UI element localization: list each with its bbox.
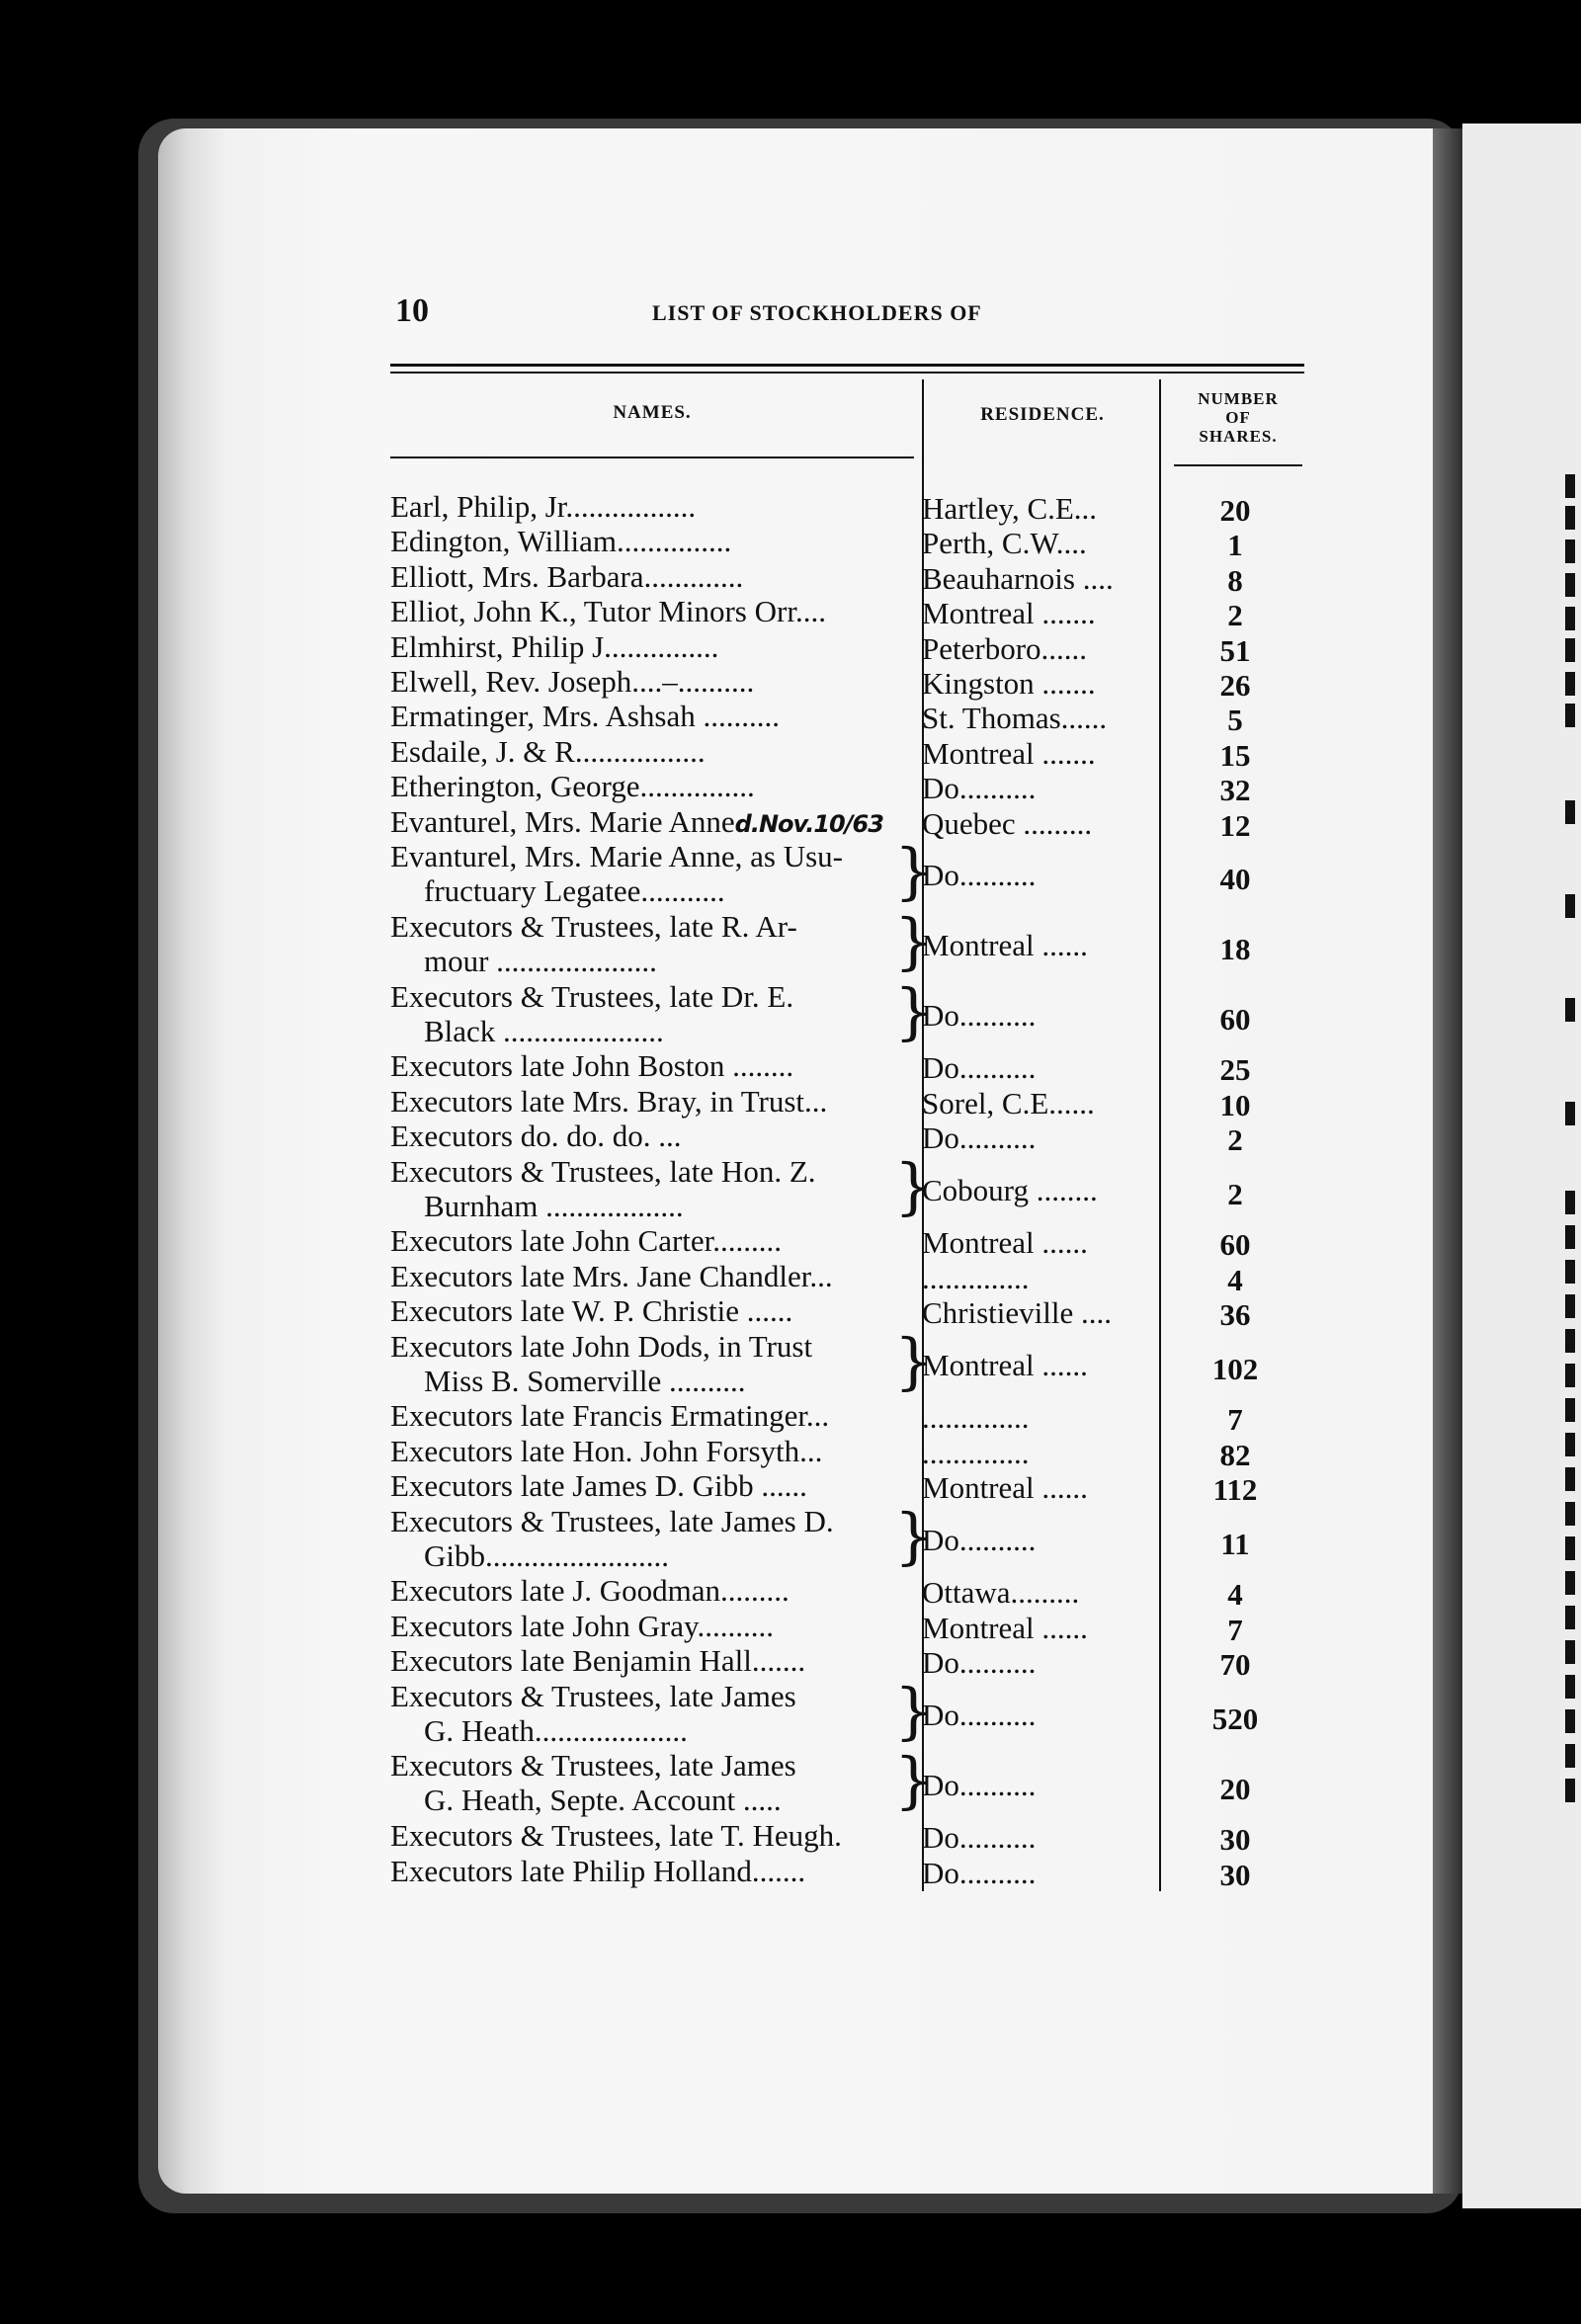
table-row	[390, 1853, 1314, 1892]
shares-cell: 7	[1227, 1612, 1243, 1647]
page-number: 10	[395, 292, 429, 329]
residence-cell: Perth, C.W....	[922, 526, 1087, 561]
table-row	[390, 1293, 1314, 1333]
facing-page-glyph	[1565, 1329, 1575, 1353]
residence-cell: Do..........	[922, 1523, 1037, 1558]
name-line-1: Executors late Hon. John Forsyth...	[390, 1433, 823, 1468]
shares-cell: 25	[1219, 1052, 1251, 1088]
name-line-2: fructuary Legatee...........	[424, 873, 725, 908]
facing-page-glyph	[1565, 1675, 1575, 1699]
name-line-1: Executors late John Boston ........	[390, 1048, 794, 1084]
shares-header-line-3: SHARES.	[1199, 427, 1278, 446]
stockholder-name	[390, 804, 904, 842]
table-row	[390, 769, 1314, 808]
residence-cell: ..............	[922, 1260, 1030, 1295]
residence-cell: Ottawa.........	[922, 1575, 1080, 1611]
facing-page-glyph	[1565, 573, 1575, 597]
table-row	[390, 803, 1314, 843]
table-row	[390, 1119, 1314, 1158]
table-row	[390, 1818, 1314, 1858]
name-line-1: Executors & Trustees, late Hon. Z.	[390, 1153, 816, 1189]
table-row	[390, 1149, 1314, 1224]
residence-cell: Montreal ......	[922, 1348, 1088, 1383]
facing-page-glyph	[1565, 1433, 1575, 1456]
residence-cell: Do..........	[922, 1767, 1037, 1802]
facing-page-glyph	[1565, 1709, 1575, 1733]
name-line-1: Executors late Benjamin Hall.......	[390, 1643, 806, 1679]
stockholder-name	[390, 629, 904, 664]
shares-cell: 60	[1219, 1227, 1251, 1263]
name-line-1: Executors late John Gray..........	[390, 1608, 774, 1643]
name-line-2: Gibb........................	[424, 1537, 669, 1573]
residence-cell: Peterboro......	[922, 630, 1088, 666]
residence-cell: Montreal ......	[922, 928, 1088, 963]
name-line-1: Executors & Trustees, late James D.	[390, 1503, 834, 1538]
table-row	[390, 558, 1314, 598]
name-line-1: Executors late John Carter.........	[390, 1223, 783, 1259]
name-line-1: Executors & Trustees, late James	[390, 1748, 796, 1784]
stockholder-name	[390, 1818, 904, 1853]
facing-page-glyph	[1565, 1191, 1575, 1214]
name-line-2: Black .....................	[424, 1013, 664, 1048]
name-line-1: Elliott, Mrs. Barbara.............	[390, 558, 744, 594]
shares-header-line-1: NUMBER	[1198, 389, 1279, 408]
shares-cell: 30	[1219, 1822, 1251, 1858]
shares-header-underline	[1174, 464, 1302, 466]
running-title: LIST OF STOCKHOLDERS OF	[652, 300, 982, 325]
brace-glyph: }	[894, 904, 934, 977]
stockholder-name	[390, 1084, 904, 1119]
facing-page-glyph	[1565, 1467, 1575, 1491]
shares-cell: 15	[1219, 737, 1251, 773]
book-gutter	[1433, 128, 1462, 2194]
shares-cell: 18	[1219, 932, 1251, 967]
name-line-1: Executors do. do. do. ...	[390, 1119, 682, 1154]
residence-cell: Quebec .........	[922, 805, 1093, 841]
residence-cell: Christieville ....	[922, 1295, 1113, 1331]
name-line-1: Executors late Mrs. Bray, in Trust...	[390, 1083, 828, 1119]
shares-cell: 102	[1211, 1352, 1259, 1387]
table-row	[390, 1468, 1314, 1508]
shares-cell: 51	[1219, 632, 1251, 668]
name-line-1: Evanturel, Mrs. Marie Anne, as Usu-	[390, 839, 844, 873]
stockholder-name	[390, 909, 904, 978]
facing-page-glyph	[1565, 998, 1575, 1022]
name-line-1: Executors & Trustees, late R. Ar-	[390, 908, 797, 944]
name-line-1: Elliot, John K., Tutor Minors Orr....	[390, 594, 826, 629]
table-row	[390, 1083, 1314, 1122]
table-row	[390, 1258, 1314, 1297]
stockholder-name	[390, 1609, 904, 1643]
stockholder-name	[390, 594, 904, 628]
table-row	[390, 1608, 1314, 1647]
shares-cell: 20	[1219, 1771, 1251, 1806]
shares-cell: 4	[1227, 1262, 1243, 1297]
table-row	[390, 1048, 1314, 1088]
table-row	[390, 594, 1314, 633]
residence-cell: Sorel, C.E......	[922, 1085, 1095, 1120]
shares-cell: 8	[1227, 562, 1243, 598]
facing-page-glyph	[1565, 704, 1575, 727]
name-line-1: Executors & Trustees, late T. Heugh.	[390, 1818, 842, 1854]
table-row	[390, 1674, 1314, 1749]
stockholder-name	[390, 1329, 904, 1398]
facing-page-glyph	[1565, 540, 1575, 563]
residence-cell: Do..........	[922, 858, 1037, 893]
facing-page-glyph	[1565, 474, 1575, 498]
shares-cell: 5	[1227, 703, 1243, 738]
table-row	[390, 664, 1314, 703]
name-line-1: Executors & Trustees, late Dr. E.	[390, 978, 794, 1014]
brace-glyph: }	[894, 1674, 934, 1747]
shares-cell: 30	[1219, 1857, 1251, 1892]
table-row	[390, 835, 1314, 909]
stockholder-name	[390, 1259, 904, 1293]
stockholder-name	[390, 769, 904, 803]
residence-header-text: RESIDENCE.	[980, 404, 1105, 425]
stockholder-name	[390, 1223, 904, 1258]
handwritten-annotation: d.Nov.10/63	[734, 809, 883, 838]
residence-cell: Montreal ......	[922, 1610, 1088, 1645]
stockholder-name	[390, 734, 904, 769]
name-line-2: G. Heath, Septe. Account .....	[424, 1783, 782, 1818]
stockholder-name	[390, 524, 904, 558]
stockholder-name	[390, 1679, 904, 1748]
stockholder-name	[390, 1748, 904, 1817]
name-line-1: Elmhirst, Philip J...............	[390, 628, 719, 664]
residence-cell: Kingston .......	[922, 666, 1096, 701]
shares-cell: 32	[1219, 773, 1251, 808]
residence-cell: Do..........	[922, 1820, 1037, 1856]
adjacent-page-edge	[1462, 124, 1581, 2208]
stockholder-name	[390, 489, 904, 524]
shares-cell: 10	[1219, 1087, 1251, 1122]
stockholder-name	[390, 559, 904, 594]
names-column-header	[514, 403, 790, 423]
facing-page-glyph	[1565, 1779, 1575, 1802]
residence-column-header	[929, 405, 1156, 425]
residence-cell: Beauharnois ....	[922, 560, 1114, 596]
name-line-1: Ermatinger, Mrs. Ashsah ..........	[390, 699, 780, 734]
shares-cell: 7	[1227, 1402, 1243, 1438]
brace-glyph: }	[894, 1499, 934, 1572]
stockholder-name	[390, 1854, 904, 1888]
facing-page-glyph	[1565, 1571, 1575, 1595]
residence-cell: ..............	[922, 1435, 1030, 1470]
stockholder-name	[390, 1468, 904, 1503]
brace-glyph: }	[894, 1744, 934, 1817]
table-row	[390, 1324, 1314, 1399]
residence-cell: Montreal .......	[922, 596, 1096, 631]
residence-cell: Montreal ......	[922, 1470, 1088, 1506]
stockholder-name	[390, 839, 904, 908]
name-line-1: Executors late Philip Holland.......	[390, 1853, 806, 1888]
name-line-1: Esdaile, J. & R.................	[390, 733, 706, 769]
facing-page-glyph	[1565, 672, 1575, 696]
residence-cell: Do..........	[922, 1645, 1037, 1681]
facing-page-glyph	[1565, 1225, 1575, 1249]
table-row	[390, 524, 1314, 563]
table-row	[390, 733, 1314, 773]
table-row	[390, 628, 1314, 668]
facing-page-glyph	[1565, 1260, 1575, 1284]
name-line-1: Executors late Mrs. Jane Chandler...	[390, 1258, 833, 1293]
name-line-2: Burnham ..................	[424, 1188, 684, 1223]
facing-page-glyph	[1565, 607, 1575, 630]
facing-page-glyph	[1565, 1744, 1575, 1768]
table-row	[390, 1398, 1314, 1438]
shares-cell: 11	[1220, 1527, 1250, 1562]
shares-cell: 40	[1219, 862, 1251, 897]
stockholder-name	[390, 1573, 904, 1608]
names-header-underline	[390, 456, 914, 458]
residence-cell: Do..........	[922, 1855, 1037, 1890]
shares-cell: 70	[1219, 1647, 1251, 1683]
header-rule-top	[390, 364, 1304, 367]
residence-cell: Montreal ......	[922, 1225, 1088, 1261]
shares-cell: 520	[1211, 1702, 1259, 1737]
brace-glyph: }	[894, 974, 934, 1047]
stockholder-name	[390, 1048, 904, 1083]
facing-page-glyph	[1565, 1606, 1575, 1629]
brace-glyph: }	[894, 835, 934, 907]
shares-cell: 20	[1219, 493, 1251, 528]
shares-header-line-2: OF	[1225, 408, 1251, 427]
shares-cell: 2	[1227, 1177, 1243, 1212]
name-line-1: Etherington, George...............	[390, 769, 755, 804]
shares-cell: 26	[1219, 668, 1251, 703]
name-line-2: G. Heath....................	[424, 1712, 688, 1748]
residence-cell: Do..........	[922, 998, 1037, 1034]
name-line-1: Executors late Francis Ermatinger...	[390, 1398, 830, 1434]
stockholder-name	[390, 979, 904, 1048]
shares-column-header	[1174, 389, 1302, 446]
residence-cell: Montreal .......	[922, 735, 1096, 771]
residence-cell: St. Thomas......	[922, 701, 1108, 736]
table-row	[390, 974, 1314, 1049]
brace-glyph: }	[894, 1149, 934, 1222]
facing-page-glyph	[1565, 1294, 1575, 1318]
page-header	[395, 292, 1314, 332]
name-line-1: Executors late John Dods, in Trust	[390, 1328, 813, 1364]
facing-page-glyph	[1565, 1502, 1575, 1526]
table-row	[390, 1573, 1314, 1613]
table-row	[390, 489, 1314, 528]
shares-cell: 112	[1212, 1472, 1258, 1508]
shares-cell: 4	[1227, 1577, 1243, 1613]
table-row	[390, 1223, 1314, 1263]
shares-cell: 82	[1219, 1437, 1251, 1472]
name-line-1: Executors late James D. Gibb ......	[390, 1468, 807, 1504]
stockholder-name	[390, 1434, 904, 1468]
residence-cell: Do..........	[922, 1120, 1037, 1156]
stockholder-name	[390, 699, 904, 733]
name-line-1: Executors & Trustees, late James	[390, 1678, 796, 1713]
header-rule-bottom	[390, 372, 1304, 374]
residence-cell: ..............	[922, 1400, 1030, 1436]
name-line-2: mour .....................	[424, 943, 657, 978]
shares-cell: 2	[1227, 598, 1243, 633]
shares-cell: 1	[1227, 528, 1243, 563]
facing-page-glyph	[1565, 506, 1575, 530]
facing-page-glyph	[1565, 1102, 1575, 1125]
facing-page-glyph	[1565, 1640, 1575, 1664]
facing-page-glyph	[1565, 1536, 1575, 1560]
stockholder-name	[390, 1643, 904, 1678]
name-line-1: Elwell, Rev. Joseph....–..........	[390, 664, 755, 699]
table-row	[390, 699, 1314, 738]
name-line-1: Evanturel, Mrs. Marie Anne	[390, 803, 735, 839]
facing-page-glyph	[1565, 894, 1575, 918]
residence-cell: Cobourg ........	[922, 1173, 1098, 1208]
stockholder-name	[390, 1504, 904, 1573]
shares-cell: 2	[1227, 1122, 1243, 1158]
facing-page-glyph	[1565, 638, 1575, 662]
shares-cell: 12	[1219, 807, 1251, 843]
residence-cell: Do..........	[922, 1050, 1037, 1086]
name-line-1: Edington, William...............	[390, 524, 732, 559]
name-line-1: Executors late W. P. Christie ......	[390, 1293, 793, 1329]
brace-glyph: }	[894, 1324, 934, 1397]
stockholder-name	[390, 664, 904, 699]
stockholder-name	[390, 1398, 904, 1433]
name-line-1: Earl, Philip, Jr.................	[390, 489, 697, 524]
stockholder-name	[390, 1154, 904, 1223]
table-row	[390, 1643, 1314, 1683]
shares-cell: 36	[1219, 1297, 1251, 1333]
table-row	[390, 904, 1314, 979]
name-line-1: Executors late J. Goodman.........	[390, 1573, 790, 1609]
table-row	[390, 1744, 1314, 1818]
stockholder-name	[390, 1293, 904, 1328]
facing-page-glyph	[1565, 800, 1575, 824]
table-row	[390, 1433, 1314, 1472]
shares-cell: 60	[1219, 1002, 1251, 1038]
stockholder-name	[390, 1119, 904, 1153]
facing-page-glyph	[1565, 1398, 1575, 1422]
residence-cell: Do..........	[922, 1698, 1037, 1733]
facing-page-glyph	[1565, 1364, 1575, 1387]
table-row	[390, 1499, 1314, 1574]
name-line-2: Miss B. Somerville ..........	[424, 1363, 746, 1398]
residence-cell: Hartley, C.E...	[922, 491, 1098, 526]
names-header-text: NAMES.	[613, 402, 692, 423]
residence-cell: Do..........	[922, 771, 1037, 806]
